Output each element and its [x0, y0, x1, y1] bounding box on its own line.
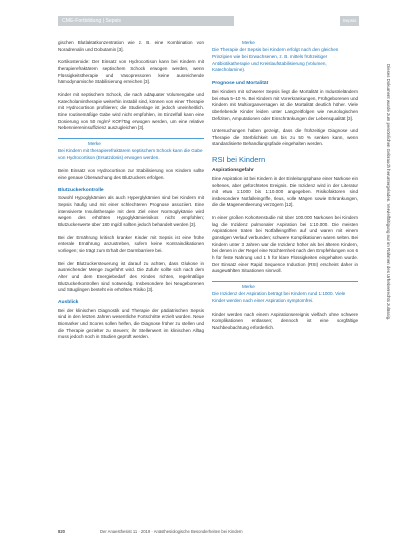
section-heading: RSI bei Kindern — [212, 155, 266, 165]
paragraph: Untersuchungen haben gezeigt, dass die frühzeitige Diagnose und Therapie die Sterblichkeit um bis zu 50 % senken kann, wenn standardisierte Behandlungspfade eingehalten werden. — [212, 128, 358, 147]
merke-text: Die Inzidenz der Aspiration beträgt bei Kindern rund 1:1000. Viele Kinder werden nach einer Aspiration symptomfrei. — [212, 291, 346, 303]
subheading: Aspirationsgefahr — [212, 168, 254, 174]
paragraph: Sowohl Hypoglykämien als auch Hyperglykämien sind bei Kindern mit Sepsis häufig und mit einer schlechteren Prognose assoziiert. Eine intensivierte Insulintherapie mit dem Ziel einer Normoglykämie wird wegen des erhöhten Hypoglykämierisikos nicht empfohlen; Blutzuckerwerte über 180 mg/dl sollten jedoch behandelt werden [3]. — [58, 195, 204, 228]
merke-label: Merke — [88, 140, 101, 146]
subheading: Ausblick — [58, 300, 79, 306]
section-tag: Sepsis — [340, 16, 359, 26]
page-number: 820 — [58, 529, 65, 534]
merke-text: Bei Kindern mit therapierefraktärem septischem Schock kann die Gabe von Hydrocortison (Ersatzdosis) erwogen werden. — [58, 147, 203, 160]
subheading: Prognose und Mortalität — [212, 81, 269, 87]
right-column — [212, 40, 358, 338]
paragraph: Bei der Ernährung kritisch kranker Kinder mit Sepsis ist eine frühe enterale Ernährung anzustreben, sofern keine Kontraindikationen vorliegen; sie trägt zum Erhalt der Darmbarriere bei. — [58, 234, 204, 254]
left-column — [58, 40, 204, 347]
side-copyright-text: Dieses Dokument wurde zum persönlichen Gebrauch heruntergeladen. Vervielfältigung nur im Rahmen des Urheberrechts zulässig. — [386, 64, 391, 321]
merke-label: Merke — [242, 40, 255, 45]
paragraph: In einer großen Kohortenstudie mit über 100.000 Narkosen bei Kindern lag die Inzidenz pulmonaler Aspiration bei 1:10.000. Die meisten Aspirationen traten bei Notfalleingriffen auf und waren mit einem günstigen Verlauf verbunden; schwere Komplikationen waren selten. Bei Kindern unter 3 Jahren war die Inzidenz höher als bei älteren Kindern, bei denen in der Regel eine Nüchternheit nach den Empfehlungen von 6 h für feste Nahrung und 1 h für klare Flüssigkeiten eingehalten wurde. Der Einsatz einer Rapid Sequence Induction (RSI) erscheint daher in ausgewählten Situationen sinnvoll. — [212, 215, 358, 274]
paragraph: Bei Kindern mit schwerer Sepsis liegt die Mortalität in Industrieländern bei etwa 5–10 %. Bei Kindern mit Vorerkrankungen, Frühgeborenen und Kindern mit Multiorganversagen ist die Mortalität deutlich höher. Viele überlebende Kinder leiden unter Langzeitfolgen wie neurologischen Defiziten, Amputationen oder Einschränkungen der Lebensqualität [3]. — [212, 88, 358, 121]
paragraph: Beim Einsatz von Hydrocortison zur Stabilisierung von Kindern sollte eine genaue Überwachung des Blutzuckers erfolgen. — [58, 168, 204, 181]
paragraph: Bei der klinischen Diagnostik und Therapie der pädiatrischen Sepsis sind in den letzten Jahren wesentliche Fortschritte erzielt worden. Neue Biomarker und Scores sollen helfen, die Diagnose früher zu stellen und die Therapie gezielter zu steuern; ihr Stellenwert im klinischen Alltag muss jedoch noch in Studien geprüft werden. — [58, 307, 204, 340]
footer-text: Der Anaesthesist 11 · 2019 · Anästhesiologische Besonderheiten bei Kindern — [100, 529, 243, 534]
merke-label: Merke — [242, 284, 255, 290]
paragraph: Bei der Blutzuckersteuerung ist darauf zu achten, dass Glukose in ausreichender Menge zugeführt wird. Die Zufuhr sollte sich nach dem Alter und dem Energiebedarf des Kindes richten, regelmäßige Blutzuckerkontrollen sind notwendig. Insbesondere bei Neugeborenen und Säuglingen besteht ein erhöhtes Risiko [3]. — [58, 260, 204, 293]
section-header — [58, 16, 234, 26]
paragraph: Kinder mit septischem Schock, die nach adäquater Volumengabe und Katecholamintherapie weiterhin instabil sind, können von einer Therapie mit Hydrocortison profitieren; die Studienlage ist jedoch uneinheitlich. Eine routinemäßige Gabe wird nicht empfohlen, im Einzelfall kann eine Dosierung von 50 mg/m² KOF/Tag erwogen werden, um eine relative Nebenniereninsuffizienz auszugleichen [3]. — [58, 91, 204, 131]
merke-box — [212, 38, 358, 74]
side-copyright-note — [383, 64, 393, 484]
section-header-label: CME-Fortbildung | Sepsis — [62, 18, 122, 24]
merke-box — [212, 281, 358, 305]
merke-box — [58, 138, 204, 162]
page-footer — [58, 528, 358, 536]
paragraph: Kinder werden nach einem Aspirationsereignis vielfach ohne schwere Komplikationen entlassen; dennoch ist eine sorgfältige Nachbeobachtung erforderlich. — [212, 311, 358, 330]
merke-text: Die Therapie der Sepsis bei Kindern erfolgt nach den gleichen Prinzipien wie bei Erwachsenen, z. B. mittels frühzeitiger Antibiotikatherapie und Kreislaufstabilisierung (Volumen, Katecholamine). — [212, 47, 339, 73]
paragraph: Kortikosteroide: Der Einsatz von Hydrocortison kann bei Kindern mit therapierefraktärem septischem Schock erwogen werden, wenn Flüssigkeitstherapie und Vasopressoren keine ausreichende hämodynamische Stabilisierung erreichen [3]. — [58, 59, 204, 85]
paragraph: Eine Aspiration ist bei Kindern in der Einleitungsphase einer Narkose ein seltenes, aber gefürchtetes Ereignis. Die Inzidenz wird in der Literatur mit etwa 1:1000 bis 1:10.000 angegeben. Risikofaktoren sind insbesondere Notfalleingriffe, Ileus, volle Mägen sowie Erkrankungen, die die Magenentleerung verzögern [12]. — [212, 175, 358, 208]
subheading: Blutzuckerkontrolle — [58, 187, 104, 193]
paragraph: gischen Blutlaktatkonzentration wie z. B. eine Kombination von Noradrenalin und Dobutamin [3]. — [58, 40, 204, 52]
